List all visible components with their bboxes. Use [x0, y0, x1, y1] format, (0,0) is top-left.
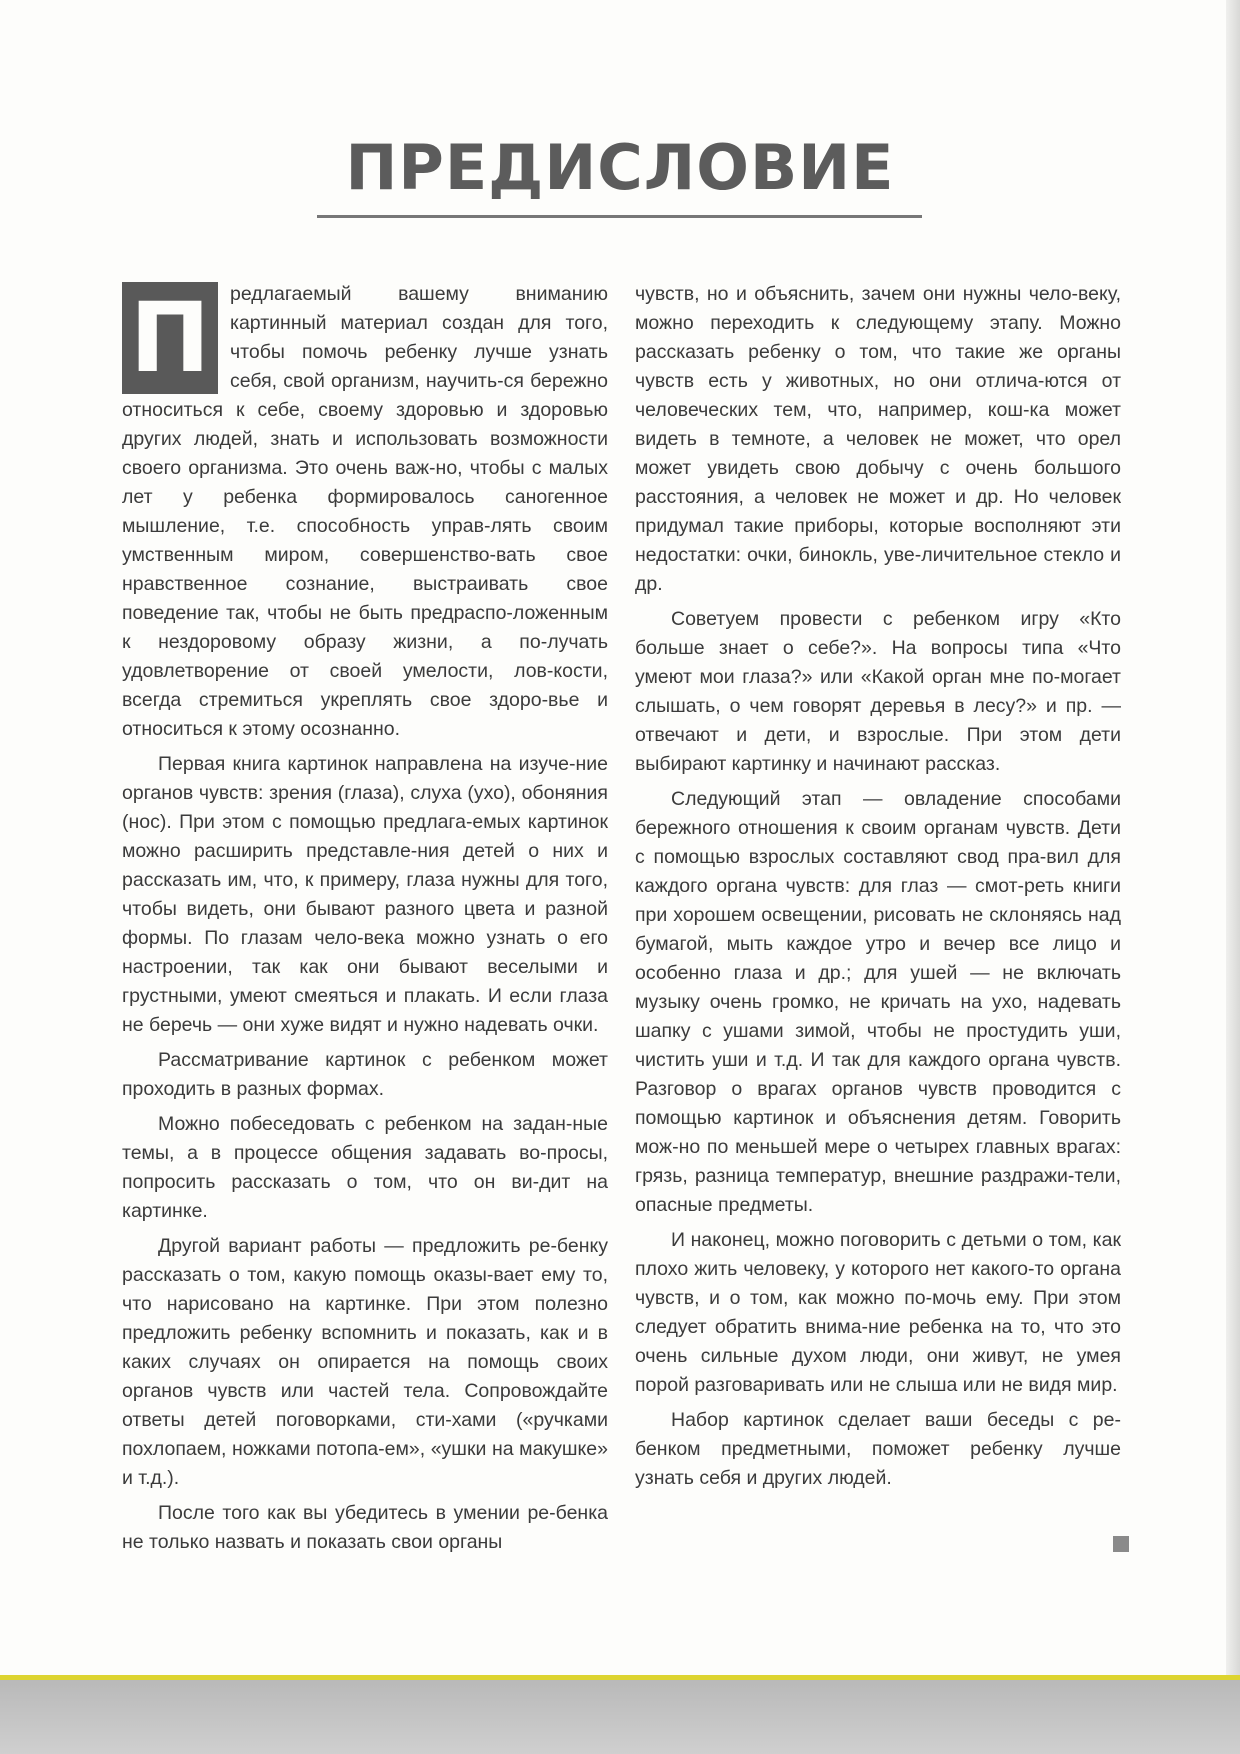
paragraph-6-continued: чувств, но и объяснить, зачем они нужны чело-веку, можно переходить к следующему этапу. Можно рассказать ребенку о том, что такие же органы чувств есть у животных, но они отлича-ются от человеческих тем, что, например, кош-ка может видеть в темноте, а человек не может, что орел может увидеть свою добычу с очень большого расстояния, а человек не может и др. Но человек придумал такие приборы, которые восполняют эти недостатки: очки, бинокль, уве-личительное стекло и др. [635, 283, 1121, 595]
paragraph-1-text: редлагаемый вашему вниманию картинный материал создан для того, чтобы помочь ребенку лучше узнать себя, свой организм, научить-ся бережно относиться к себе, своему здоровью и здоровью других людей, знать и использовать возможности своего организма. Это очень важ-но, чтобы с малых лет у ребенка формировалось саногенное мышление, т.е. способность управ-лять своим умственным миром, совершенство-вать свое нравственное сознание, выстраивать свое поведение так, чтобы не быть предраспо-ложенным к нездоровому образу жизни, а по-лучать удовлетворение от своей умелости, лов-кости, всегда стремиться укреплять свое здоро-вье и относиться к этому осознанно. [122, 283, 608, 740]
paragraph-9: И наконец, можно поговорить с детьми о том, как плохо жить человеку, у которого нет какого-то органа чувств, и о том, как можно по-мочь ему. При этом следует обратить внима-ние ребенка на то, что это очень сильные духом люди, они живут, не умея порой разговаривать или не слыша или не видя мир. [635, 1229, 1121, 1396]
paragraph-6: После того как вы убедитесь в умении ре-бенка не только назвать и показать свои органы [122, 1502, 608, 1553]
text-column-right [635, 280, 1121, 1499]
text-column-left [122, 280, 608, 1563]
end-of-text-square-icon [1113, 1536, 1129, 1552]
paragraph-8: Следующий этап — овладение способами бережного отношения к своим органам чувств. Дети с помощью взрослых составляют свод пра-вил для каждого органа чувств: для глаз — смот-реть книги при хорошем освещении, рисовать не склоняясь над бумагой, мыть каждое утро и вечер все лицо и особенно глаза и др.; для ушей — не включать музыку очень громко, не кричать на ухо, надевать шапку с ушами зимой, чтобы не простудить уши, чистить уши и т.д. И так для каждого органа чувств. Разговор о врагах органов чувств проводится с помощью картинок и объяснения детям. Говорить мож-но по меньшей мере о четырех главных врагах: грязь, разница температур, внешние раздражи-тели, опасные предметы. [635, 788, 1121, 1216]
paragraph-7: Советуем провести с ребенком игру «Кто больше знает о себе?». На вопросы типа «Что умеют мои глаза?» или «Какой орган мне по-могает слышать, о чем говорят деревья в лесу?» и пр. — отвечают и дети, и взрослые. При этом дети выбирают картинку и начинают рассказ. [635, 608, 1121, 775]
paragraph-10: Набор картинок сделает ваши беседы с ре-бенком предметными, поможет ребенку лучше узнать себя и других людей. [635, 1409, 1121, 1489]
page-edge-shadow [1226, 0, 1240, 1754]
paragraph-2: Первая книга картинок направлена на изуче-ние органов чувств: зрения (глаза), слуха (ухо), обоняния (нос). При этом с помощью предлага-емых картинок можно расширить представле-ния детей о них и рассказать им, что, к примеру, глаза нужны для того, чтобы видеть, они бывают разного цвета и разной формы. По глазам чело-века можно узнать о его настроении, так как они бывают веселыми и грустными, умеют смеяться и плакать. И если глаза не беречь — они хуже видят и нужно надевать очки. [122, 753, 608, 1036]
drop-cap: П [122, 282, 218, 394]
title-underline [317, 215, 922, 218]
scan-bottom-margin [0, 1680, 1240, 1754]
page-title: ПРЕДИСЛОВИЕ [345, 131, 895, 204]
paragraph-1 [122, 280, 608, 744]
paragraph-5: Другой вариант работы — предложить ре-бенку рассказать о том, какую помощь оказы-вает ему то, что нарисовано на картинке. При этом полезно предложить ребенку вспомнить и показать, как и в каких случаях он опирается на помощь своих органов чувств или частей тела. Сопровождайте ответы детей поговорками, сти-хами («ручками похлопаем, ножками потопа-ем», «ушки на макушке» и т.д.). [122, 1235, 608, 1489]
paragraph-4: Можно побеседовать с ребенком на задан-ные темы, а в процессе общения задавать во-просы, попросить рассказать о том, что он ви-дит на картинке. [122, 1113, 608, 1222]
paragraph-3: Рассматривание картинок с ребенком может проходить в разных формах. [122, 1049, 608, 1100]
